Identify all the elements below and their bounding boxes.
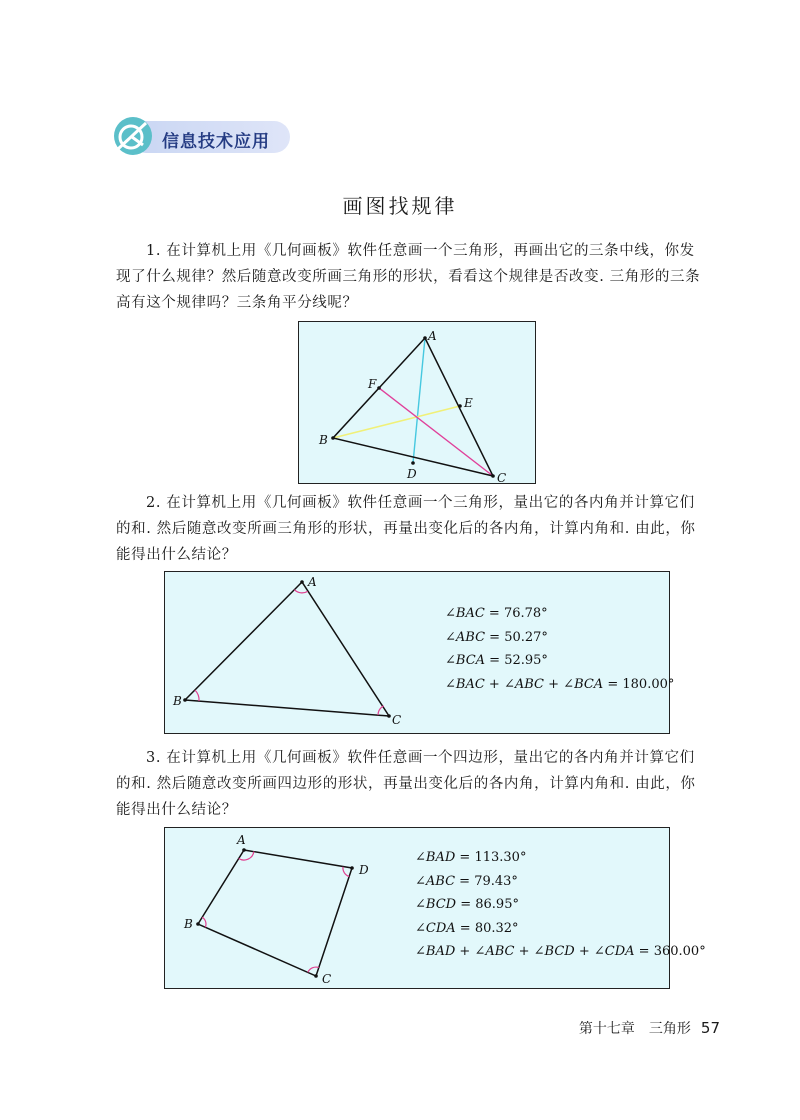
item-1-line-2: 现了什么规律？然后随意改变所画三角形的形状，看看这个规律是否改变. 三角形的三条 — [116, 269, 701, 285]
angle-arc-a — [294, 590, 307, 593]
measure-sum: ∠BAD + ∠ABC + ∠BCD + ∠CDA = 360.00° — [415, 944, 706, 959]
vertex-a — [423, 336, 427, 340]
label-d: D — [359, 863, 369, 877]
label-d: D — [407, 467, 417, 481]
page-title: 画图找规律 — [342, 194, 458, 218]
label-a: A — [308, 575, 317, 589]
vertex-b — [331, 436, 335, 440]
triangle-measurements — [445, 602, 674, 696]
item-3-line-3: 能得出什么结论？ — [116, 802, 237, 818]
vertex-b — [196, 922, 200, 926]
measure-bca: ∠BCA = 52.95° — [445, 653, 548, 668]
point-f — [377, 386, 381, 390]
item-3-line-2: 的和. 然后随意改变所画四边形的形状，再量出变化后的各内角，计算内角和. 由此，你 — [116, 776, 696, 792]
vertex-c — [491, 474, 495, 478]
measure-sum: ∠BAC + ∠ABC + ∠BCA = 180.00° — [445, 676, 675, 692]
point-e — [458, 404, 462, 408]
label-f: F — [368, 377, 377, 391]
label-a: A — [237, 833, 246, 847]
median-be — [333, 406, 460, 438]
item-1-line-3: 高有这个规律吗？三条角平分线呢？ — [116, 295, 358, 311]
point-d — [411, 461, 415, 465]
item-1-line-1: 1. 在计算机上用《几何画板》软件任意画一个三角形，再画出它的三条中线，你发 — [146, 243, 695, 259]
vertex-a — [242, 848, 246, 852]
item-2-line-3: 能得出什么结论？ — [116, 547, 237, 563]
measure-abc: ∠ABC = 50.27° — [445, 629, 548, 645]
measure-bcd: ∠BCD = 86.95° — [415, 897, 519, 912]
section-banner — [112, 115, 290, 155]
item-3-text — [116, 745, 722, 823]
label-c: C — [497, 471, 507, 485]
figure-quadrilateral-angles — [164, 827, 706, 989]
vertex-c — [387, 714, 391, 718]
item-2-line-1: 2. 在计算机上用《几何画板》软件任意画一个三角形，量出它的各内角并计算它们 — [146, 495, 695, 511]
vertex-b — [183, 698, 187, 702]
vertex-c — [314, 974, 318, 978]
label-e: E — [464, 396, 473, 410]
quadrilateral-abcd — [198, 850, 352, 976]
label-b: B — [173, 694, 182, 708]
page-footer — [579, 1018, 720, 1038]
measure-bac: ∠BAC = 76.78° — [445, 606, 548, 621]
triangle-abc — [185, 582, 389, 716]
info-tech-icon — [112, 115, 154, 157]
item-1-text — [116, 238, 722, 316]
page-number: 57 — [700, 1019, 720, 1037]
vertex-d — [350, 866, 354, 870]
banner-label: 信息技术应用 — [162, 132, 270, 152]
figure-medians — [298, 321, 536, 484]
chapter-label: 第十七章 三角形 — [578, 1021, 691, 1037]
label-c: C — [392, 713, 402, 727]
figure-triangle-angles — [164, 571, 675, 734]
median-ad — [413, 338, 425, 463]
label-b: B — [319, 433, 328, 447]
measure-cda: ∠CDA = 80.32° — [415, 920, 519, 936]
item-2-text — [116, 490, 722, 568]
angle-arc-b — [195, 690, 199, 701]
label-c: C — [322, 972, 332, 986]
item-2-line-2: 的和. 然后随意改变所画三角形的形状，再量出变化后的各内角，计算内角和. 由此，你 — [116, 521, 696, 537]
medians-diagram — [299, 322, 537, 485]
label-a: A — [428, 329, 437, 343]
angle-arc-d — [343, 867, 349, 877]
label-b: B — [184, 917, 193, 931]
measure-abc: ∠ABC = 79.43° — [415, 873, 518, 889]
quadrilateral-measurements — [415, 846, 706, 964]
item-3-line-1: 3. 在计算机上用《几何画板》软件任意画一个四边形，量出它的各内角并计算它们 — [146, 750, 695, 766]
measure-bad: ∠BAD = 113.30° — [415, 850, 527, 865]
vertex-a — [300, 580, 304, 584]
